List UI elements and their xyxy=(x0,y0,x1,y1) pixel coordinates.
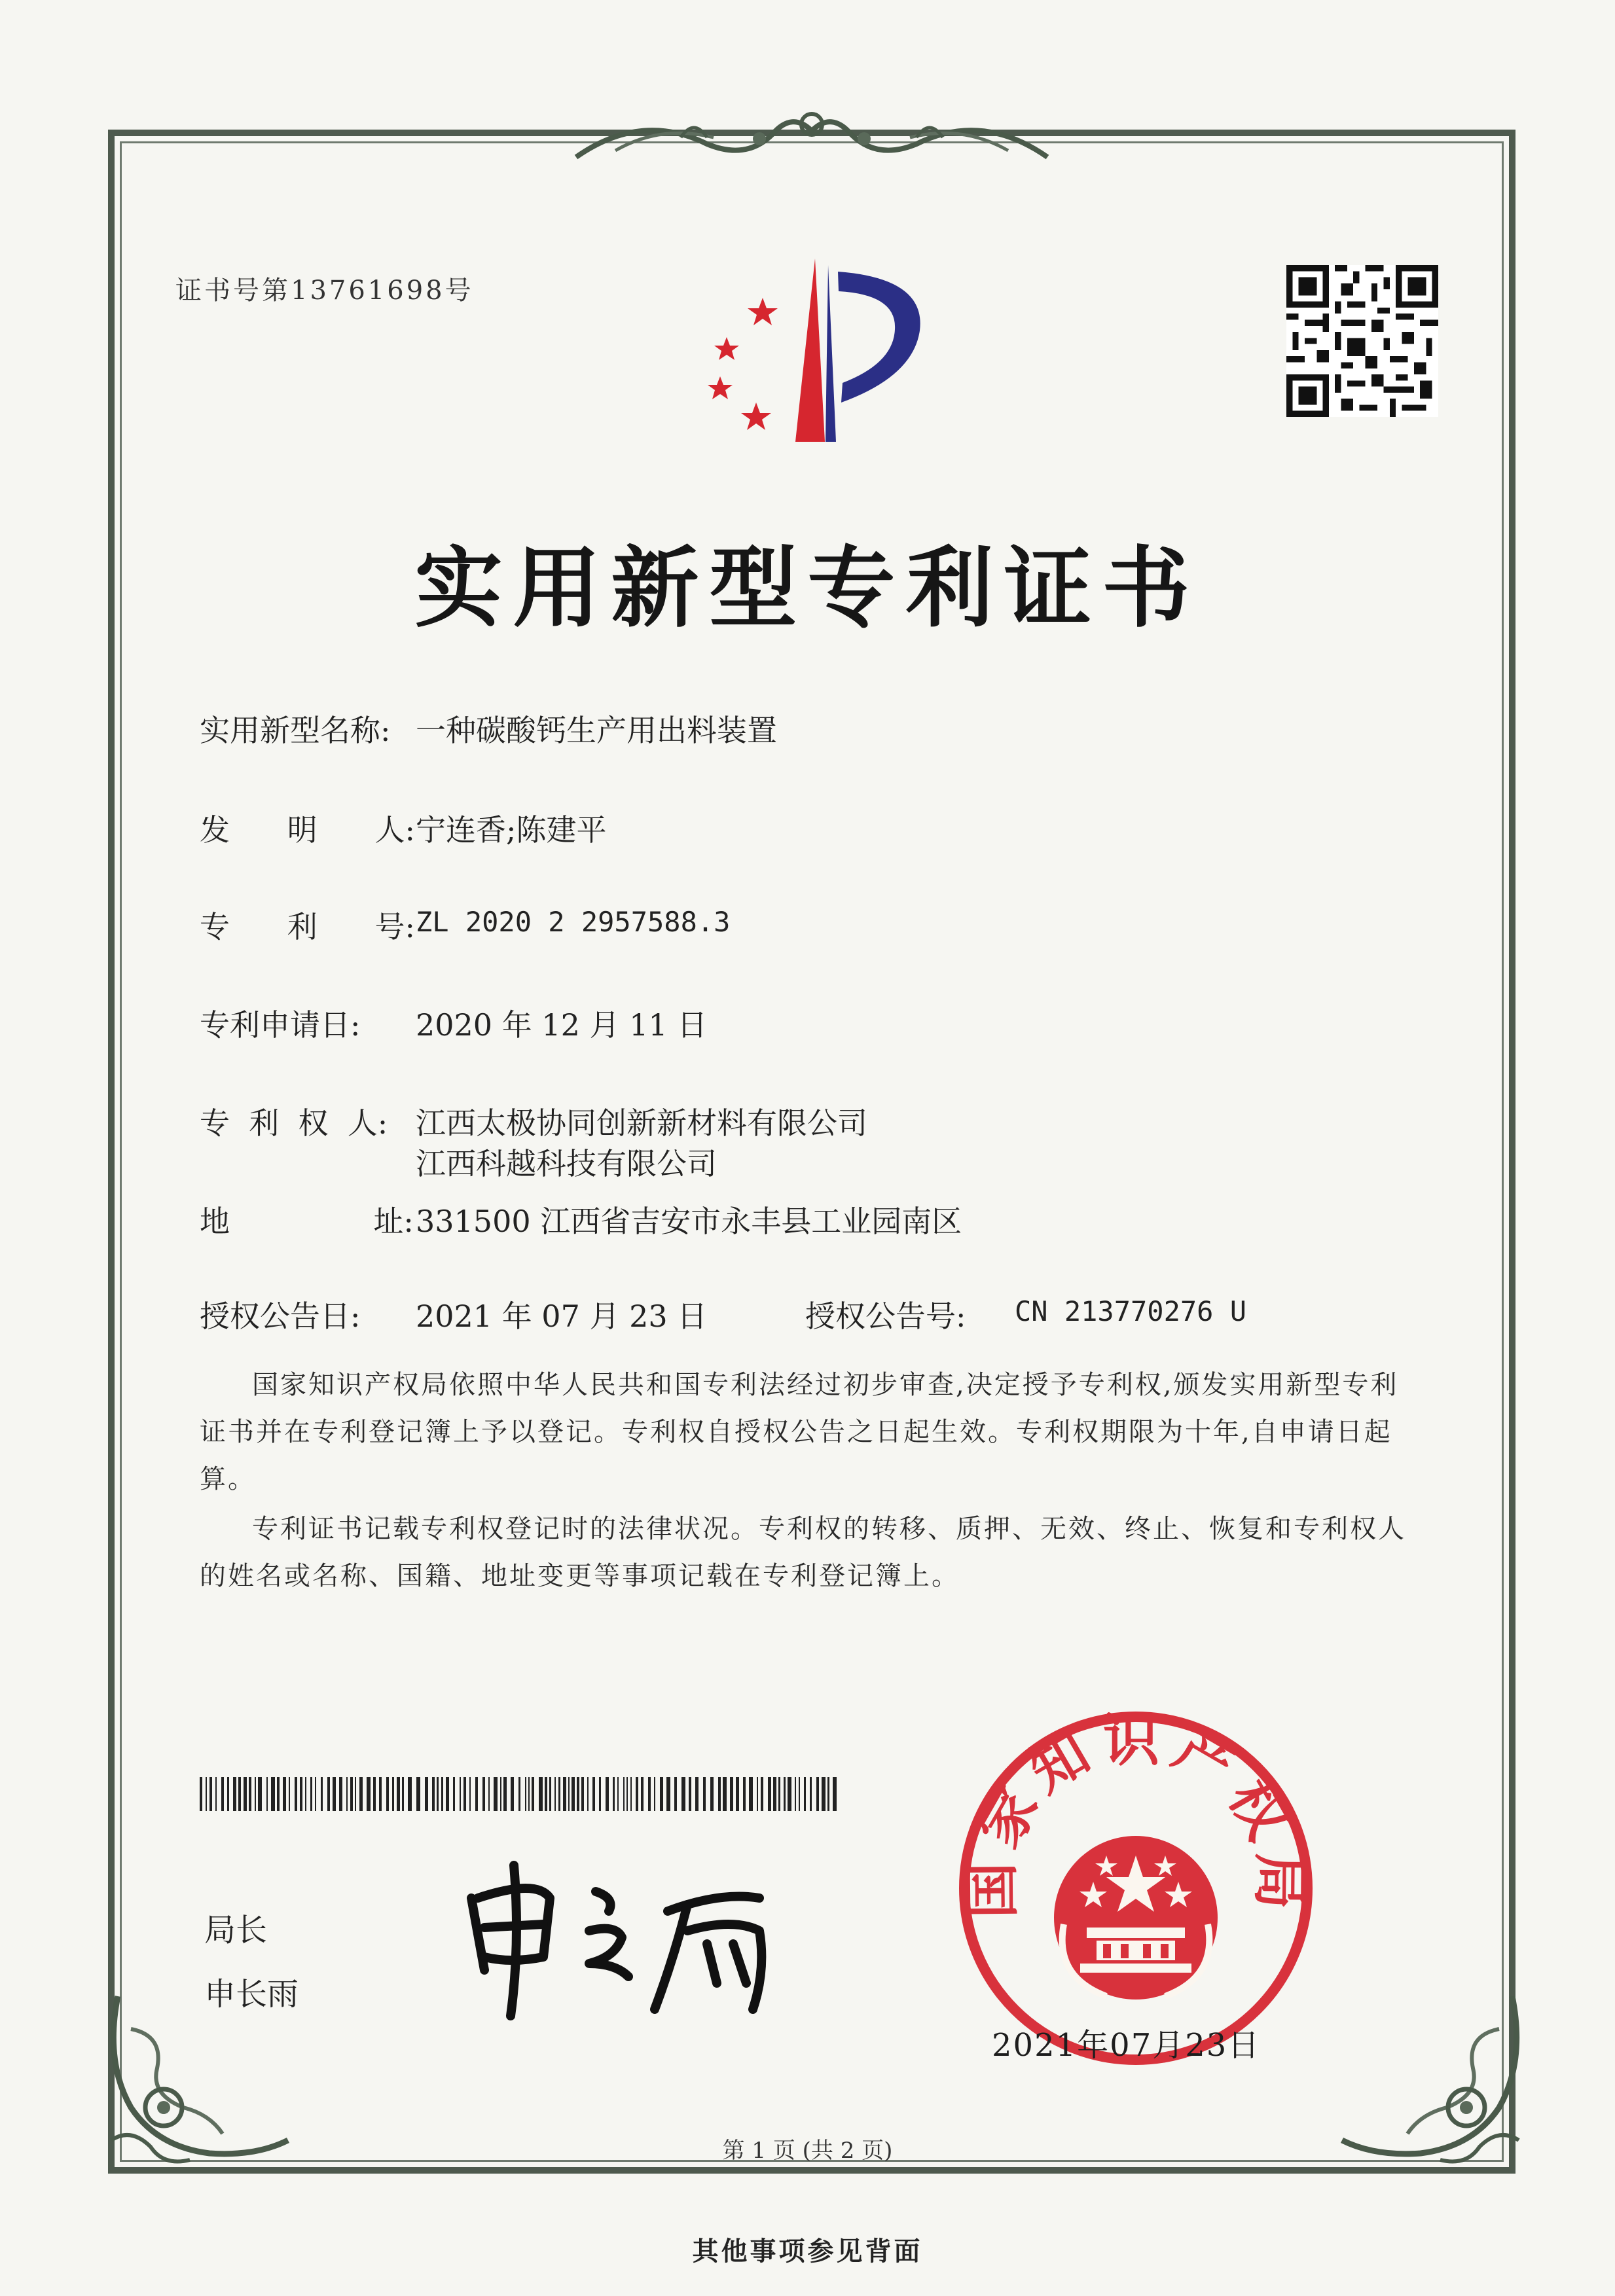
barcode-bar xyxy=(463,1777,466,1811)
barcode-bar xyxy=(255,1777,256,1811)
barcode-bar xyxy=(432,1777,435,1811)
body-paragraph-2: 专利证书记载专利权登记时的法律状况。专利权的转移、质押、无效、终止、恢复和专利权人的姓名或名称、国籍、地址变更等事项记载在专利登记簿上。 xyxy=(200,1514,1406,1591)
barcode-bar xyxy=(572,1777,575,1811)
barcode-bar xyxy=(408,1777,412,1811)
state-emblem-icon xyxy=(1054,1836,1218,2000)
barcode-bar xyxy=(641,1777,644,1811)
director-title: 局长 xyxy=(204,1912,268,1948)
barcode-bar xyxy=(778,1777,780,1811)
barcode-bar xyxy=(503,1777,507,1811)
barcode-bar xyxy=(350,1777,353,1811)
barcode-bar xyxy=(321,1777,323,1811)
grant-date-label: 授权公告日: xyxy=(200,1299,361,1334)
barcode-bar xyxy=(367,1777,371,1811)
barcode-bar xyxy=(788,1777,791,1811)
barcode-bar xyxy=(460,1777,461,1811)
inventor-value: 宁连香;陈建平 xyxy=(416,812,607,848)
qr-code-icon xyxy=(1286,265,1438,417)
barcode-bar xyxy=(206,1777,207,1811)
grant-number-label: 授权公告号: xyxy=(805,1299,966,1334)
barcode-bar xyxy=(379,1777,382,1811)
barcode-bar xyxy=(822,1777,826,1811)
address-label: 地 址: xyxy=(200,1204,414,1239)
grant-date-value: 2021 年 07 月 23 日 xyxy=(416,1299,708,1334)
barcode-bar xyxy=(681,1777,685,1811)
barcode-bar xyxy=(397,1777,400,1811)
barcode-bar xyxy=(654,1777,655,1811)
seal-date: 2021年07月23日 xyxy=(992,2027,1261,2064)
inventor-label: 发 明 人: xyxy=(200,812,415,848)
barcode-bar xyxy=(558,1777,560,1811)
barcode-bar xyxy=(795,1777,796,1811)
barcode-bar xyxy=(549,1777,551,1811)
barcode-bar xyxy=(833,1777,837,1811)
barcode-bar xyxy=(373,1777,376,1811)
barcode-bar xyxy=(703,1777,706,1811)
footer-note: 其他事项参见背面 xyxy=(692,2236,923,2267)
barcode-bar xyxy=(453,1777,455,1811)
barcode-bar xyxy=(266,1777,268,1811)
barcode-bar xyxy=(761,1777,763,1811)
barcode-bar xyxy=(244,1777,247,1811)
barcode-bar xyxy=(660,1777,663,1811)
barcode-bar xyxy=(718,1777,721,1811)
barcode-bar xyxy=(300,1777,302,1811)
barcode-bar xyxy=(500,1777,501,1811)
barcode-bar xyxy=(773,1777,776,1811)
barcode-bar xyxy=(768,1777,771,1811)
barcode-bar xyxy=(816,1777,819,1811)
barcode-bar xyxy=(511,1777,514,1811)
barcode-bar xyxy=(416,1777,420,1811)
barcode-bar xyxy=(346,1777,348,1811)
utility-model-name-value: 一种碳酸钙生产用出料装置 xyxy=(416,713,777,748)
patent-number-value: ZL 2020 2 2957588.3 xyxy=(416,906,731,938)
barcode-bar xyxy=(539,1777,543,1811)
barcode-bar xyxy=(617,1777,619,1811)
barcode-bar xyxy=(392,1777,394,1811)
barcode-bar xyxy=(475,1777,478,1811)
barcode-bar xyxy=(315,1777,316,1811)
barcode-bar xyxy=(494,1777,498,1811)
patentee-label: 专 利 权 人: xyxy=(200,1105,388,1141)
patent-number-label: 专 利 号: xyxy=(200,909,415,944)
barcode-bar xyxy=(666,1777,670,1811)
barcode-bar xyxy=(233,1777,236,1811)
barcode-bar xyxy=(437,1777,439,1811)
barcode-bar xyxy=(804,1777,806,1811)
barcode-bar xyxy=(518,1777,520,1811)
director-signature xyxy=(458,1852,825,2022)
barcode-bar xyxy=(599,1777,601,1811)
barcode-bar xyxy=(757,1777,758,1811)
top-ornament-icon xyxy=(563,98,1061,170)
barcode-bar xyxy=(563,1777,566,1811)
barcode-bar xyxy=(209,1777,212,1811)
barcode-bar xyxy=(277,1777,280,1811)
barcode-bar xyxy=(587,1777,589,1811)
barcode-bar xyxy=(355,1777,356,1811)
barcode-bar xyxy=(592,1777,595,1811)
barcode-bar xyxy=(271,1777,275,1811)
barcode-bar xyxy=(249,1777,251,1811)
barcode-bar xyxy=(238,1777,241,1811)
barcode-bar xyxy=(333,1777,336,1811)
patent-office-logo-icon xyxy=(691,252,933,448)
barcode-bar xyxy=(402,1777,404,1811)
certificate-title: 实用新型专利证书 xyxy=(414,536,1201,639)
certificate-number: 证书号第13761698号 xyxy=(175,276,474,306)
barcode-bar xyxy=(749,1777,753,1811)
barcode-bar xyxy=(689,1777,691,1811)
grant-number-value: CN 213770276 U xyxy=(1015,1295,1247,1327)
barcode-bar xyxy=(626,1777,628,1811)
barcode-bar xyxy=(227,1777,229,1811)
barcode-bar xyxy=(258,1777,262,1811)
patentee-value-1: 江西太极协同创新新材料有限公司 xyxy=(416,1105,867,1141)
barcode-bar xyxy=(710,1777,714,1811)
barcode-bar xyxy=(606,1777,609,1811)
barcode-bar xyxy=(827,1777,829,1811)
barcode-bar xyxy=(613,1777,615,1811)
barcode-bar xyxy=(730,1777,733,1811)
barcode-bar xyxy=(310,1777,312,1811)
barcode-bar xyxy=(568,1777,570,1811)
seal-text-path: 国家知识产权局 xyxy=(959,1708,1313,1919)
barcode-bar xyxy=(446,1777,449,1811)
barcode-bar xyxy=(743,1777,746,1811)
barcode-bar xyxy=(200,1777,202,1811)
official-seal xyxy=(956,1708,1316,2068)
page-number: 第 1 页 (共 2 页) xyxy=(722,2138,893,2164)
barcode-bar xyxy=(623,1777,625,1811)
barcode-bar xyxy=(799,1777,800,1811)
barcode-icon xyxy=(200,1777,841,1811)
address-value: 331500 江西省吉安市永丰县工业园南区 xyxy=(416,1204,962,1239)
barcode-bar xyxy=(482,1777,485,1811)
barcode-bar xyxy=(723,1777,727,1811)
barcode-bar xyxy=(545,1777,547,1811)
barcode-bar xyxy=(327,1777,330,1811)
barcode-bar xyxy=(289,1777,290,1811)
utility-model-name-label: 实用新型名称: xyxy=(200,713,391,748)
body-paragraph-1: 国家知识产权局依照中华人民共和国专利法经过初步审查,决定授予专利权,颁发实用新型专利证书并在专利登记簿上予以登记。专利权自授权公告之日起生效。专利权期限为十年,自申请日起算。 xyxy=(200,1370,1399,1494)
barcode-bar xyxy=(221,1777,224,1811)
barcode-bar xyxy=(488,1777,490,1811)
barcode-bar xyxy=(425,1777,428,1811)
barcode-bar xyxy=(528,1777,530,1811)
barcode-bar xyxy=(339,1777,342,1811)
barcode-bar xyxy=(630,1777,632,1811)
filing-date-value: 2020 年 12 月 11 日 xyxy=(416,1007,708,1043)
filing-date-label: 专利申请日: xyxy=(200,1007,361,1043)
barcode-bar xyxy=(736,1777,739,1811)
barcode-bar xyxy=(648,1777,651,1811)
barcode-bar xyxy=(215,1777,217,1811)
barcode-bar xyxy=(674,1777,677,1811)
barcode-bar xyxy=(577,1777,579,1811)
barcode-bar xyxy=(636,1777,638,1811)
barcode-bar xyxy=(386,1777,389,1811)
barcode-bar xyxy=(295,1777,297,1811)
barcode-bar xyxy=(581,1777,584,1811)
barcode-bar xyxy=(305,1777,306,1811)
director-name: 申长雨 xyxy=(204,1976,299,2013)
barcode-bar xyxy=(810,1777,812,1811)
barcode-bar xyxy=(525,1777,526,1811)
barcode-bar xyxy=(532,1777,534,1811)
barcode-bar xyxy=(695,1777,699,1811)
barcode-bar xyxy=(441,1777,443,1811)
patentee-value-2: 江西科越科技有限公司 xyxy=(416,1146,717,1181)
barcode-bar xyxy=(469,1777,471,1811)
barcode-bar xyxy=(554,1777,556,1811)
barcode-bar xyxy=(283,1777,286,1811)
barcode-bar xyxy=(359,1777,363,1811)
barcode-bar xyxy=(784,1777,786,1811)
